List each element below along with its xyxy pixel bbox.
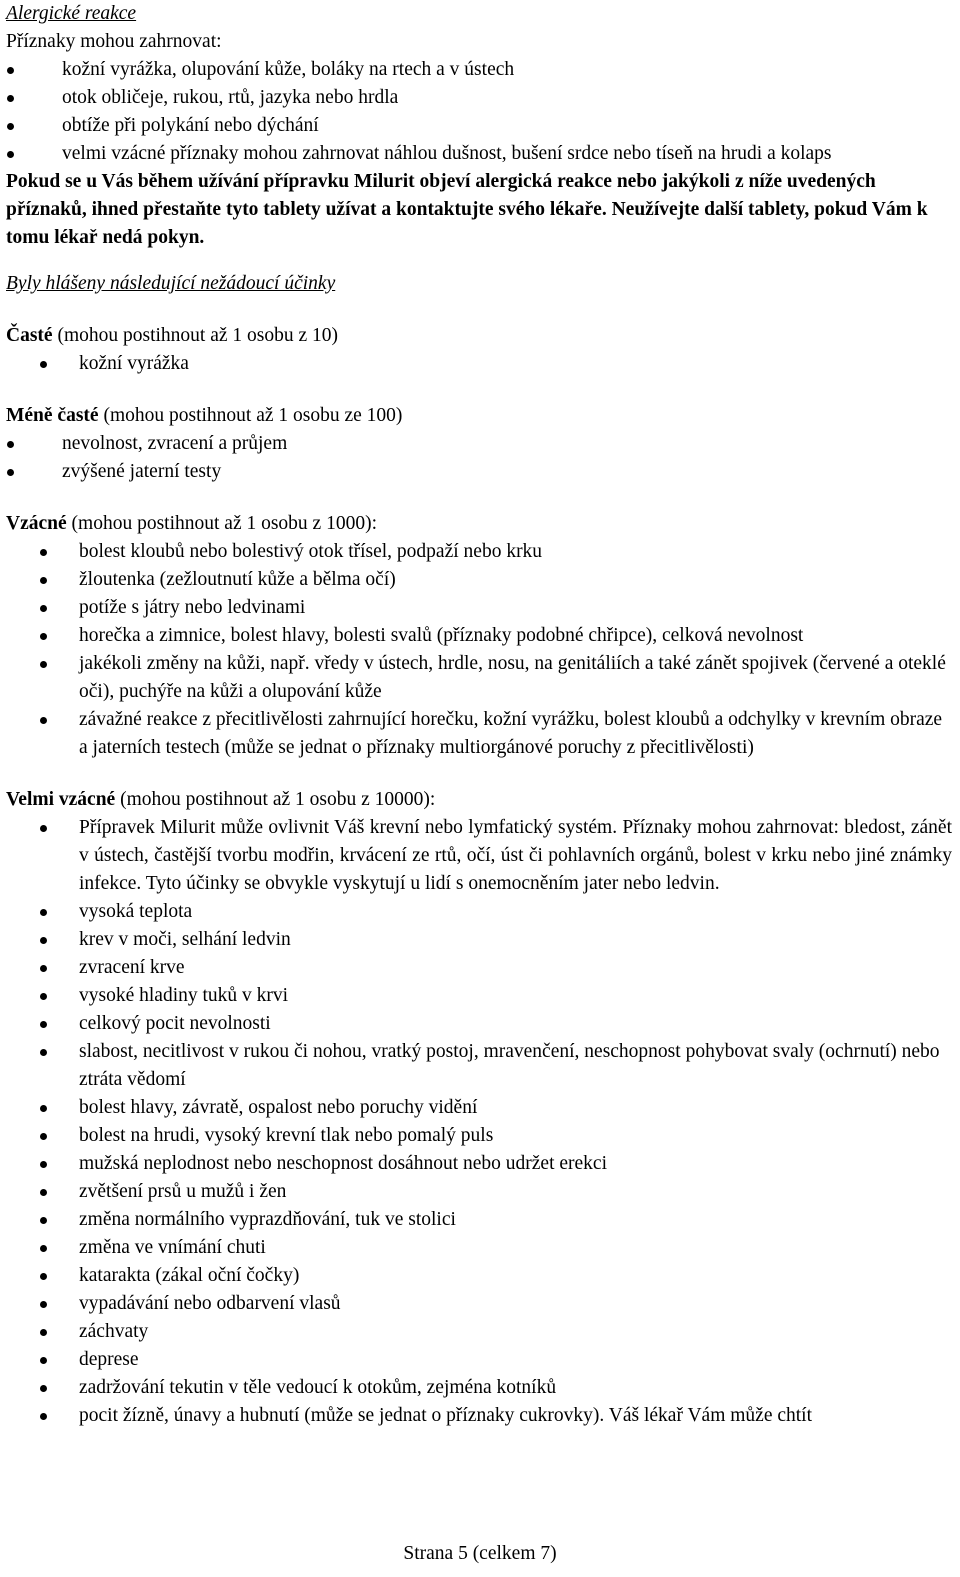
bullet-icon	[7, 123, 14, 130]
list-item: zvětšení prsů u mužů i žen	[6, 1178, 952, 1206]
allergic-warning: Pokud se u Vás během užívání přípravku Milurit objeví alergická reakce nebo jakýkoli z níže uvedených příznaků, ihned přestaňte tyto tablety užívat a kontaktujte svého lékaře. Neužívejte další tablety, pokud Vám k tomu lékař nedá pokyn.	[6, 171, 928, 248]
list-item: slabost, necitlivost v rukou či nohou, vratký postoj, mravenčení, neschopnost pohybovat svaly (ochrnutí) nebo ztráta vědomí	[6, 1038, 952, 1094]
bullet-icon	[40, 1189, 47, 1196]
bullet-icon	[40, 661, 47, 668]
list-item: otok obličeje, rukou, rtů, jazyka nebo hrdla	[6, 84, 952, 112]
list-item: obtíže při polykání nebo dýchání	[6, 112, 952, 140]
bullet-icon	[40, 1105, 47, 1112]
bullet-icon	[40, 1161, 47, 1168]
reported-effects-heading: Byly hlášeny následující nežádoucí účinky	[6, 273, 336, 294]
bullet-icon	[40, 825, 47, 832]
list-item: zadržování tekutin v těle vedoucí k otokům, zejména kotníků	[6, 1374, 952, 1402]
bullet-icon	[40, 605, 47, 612]
list-item: mužská neplodnost nebo neschopnost dosáhnout nebo udržet erekci	[6, 1150, 952, 1178]
list-item: závažné reakce z přecitlivělosti zahrnující horečku, kožní vyrážku, bolest kloubů a odchylky v krevním obraze a jaterních testech (může se jednat o příznaky multiorgánové poruchy z přecitlivělosti)	[6, 706, 952, 762]
rare-effects-list	[6, 538, 952, 762]
page-number-footer: Strana 5 (celkem 7)	[403, 1543, 557, 1564]
common-effects-list	[6, 350, 952, 378]
bullet-icon	[40, 1049, 47, 1056]
list-item: zvýšené jaterní testy	[6, 458, 952, 486]
list-item: kožní vyrážka, olupování kůže, boláky na rtech a v ústech	[6, 56, 952, 84]
bullet-icon	[40, 1385, 47, 1392]
bullet-icon	[40, 361, 47, 368]
list-item: katarakta (zákal oční čočky)	[6, 1262, 952, 1290]
bullet-icon	[40, 1273, 47, 1280]
allergic-heading: Alergické reakce	[6, 3, 137, 24]
bullet-icon	[40, 1413, 47, 1420]
bullet-icon	[40, 633, 47, 640]
common-frequency-heading: Časté (mohou postihnout až 1 osobu z 10)	[6, 325, 339, 346]
bullet-icon	[7, 67, 14, 74]
list-item: pocit žízně, únavy a hubnutí (může se jednat o příznaky cukrovky). Váš lékař Vám může chtít	[6, 1402, 952, 1430]
list-item: kožní vyrážka	[6, 350, 952, 378]
allergic-symptom-list	[6, 56, 952, 168]
list-item: potíže s játry nebo ledvinami	[6, 594, 952, 622]
bullet-icon	[40, 1021, 47, 1028]
bullet-icon	[7, 95, 14, 102]
bullet-icon	[40, 937, 47, 944]
bullet-icon	[7, 469, 14, 476]
bullet-icon	[7, 151, 14, 158]
list-item: bolest hlavy, závratě, ospalost nebo poruchy vidění	[6, 1094, 952, 1122]
bullet-icon	[40, 993, 47, 1000]
list-item: deprese	[6, 1346, 952, 1374]
bullet-icon	[40, 1301, 47, 1308]
list-item: horečka a zimnice, bolest hlavy, bolesti svalů (příznaky podobné chřipce), celková nevolnost	[6, 622, 952, 650]
list-item: žloutenka (zežloutnutí kůže a bělma očí)	[6, 566, 952, 594]
list-item: nevolnost, zvracení a průjem	[6, 430, 952, 458]
list-item: vysoké hladiny tuků v krvi	[6, 982, 952, 1010]
bullet-icon	[40, 965, 47, 972]
list-item: velmi vzácné příznaky mohou zahrnovat náhlou dušnost, bušení srdce nebo tíseň na hrudi a kolaps	[6, 140, 952, 168]
list-item: záchvaty	[6, 1318, 952, 1346]
list-item: bolest na hrudi, vysoký krevní tlak nebo pomalý puls	[6, 1122, 952, 1150]
bullet-icon	[40, 1329, 47, 1336]
rare-frequency-heading: Vzácné (mohou postihnout až 1 osobu z 1000):	[6, 513, 377, 534]
list-item: krev v moči, selhání ledvin	[6, 926, 952, 954]
uncommon-frequency-heading: Méně časté (mohou postihnout až 1 osobu ze 100)	[6, 405, 403, 426]
list-item: vypadávání nebo odbarvení vlasů	[6, 1290, 952, 1318]
bullet-icon	[40, 549, 47, 556]
list-item: Přípravek Milurit může ovlivnit Váš krevní nebo lymfatický systém. Příznaky mohou zahrnovat: bledost, zánět v ústech, častější tvorbu modřin, krvácení ze rtů, očí, úst či pohlavních orgánů, bolest v krku nebo jiné známky infekce. Tyto účinky se obvykle vyskytují u lidí s onemocněním jater nebo ledvin.	[6, 814, 952, 898]
list-item: změna normálního vyprazdňování, tuk ve stolici	[6, 1206, 952, 1234]
very-rare-effects-list	[6, 814, 952, 1430]
bullet-icon	[40, 717, 47, 724]
list-item: vysoká teplota	[6, 898, 952, 926]
bullet-icon	[40, 909, 47, 916]
allergic-intro: Příznaky mohou zahrnovat:	[6, 31, 222, 52]
bullet-icon	[40, 1245, 47, 1252]
uncommon-effects-list	[6, 430, 952, 486]
very-rare-frequency-heading: Velmi vzácné (mohou postihnout až 1 osobu z 10000):	[6, 789, 436, 810]
document-page	[6, 0, 952, 1430]
list-item: bolest kloubů nebo bolestivý otok třísel, podpaží nebo krku	[6, 538, 952, 566]
list-item: jakékoli změny na kůži, např. vředy v ústech, hrdle, nosu, na genitáliích a také zánět spojivek (červené a oteklé oči), puchýře na kůži a olupování kůže	[6, 650, 952, 706]
list-item: změna ve vnímání chuti	[6, 1234, 952, 1262]
bullet-icon	[40, 1357, 47, 1364]
bullet-icon	[40, 577, 47, 584]
bullet-icon	[40, 1217, 47, 1224]
bullet-icon	[40, 1133, 47, 1140]
list-item: zvracení krve	[6, 954, 952, 982]
list-item: celkový pocit nevolnosti	[6, 1010, 952, 1038]
bullet-icon	[7, 441, 14, 448]
